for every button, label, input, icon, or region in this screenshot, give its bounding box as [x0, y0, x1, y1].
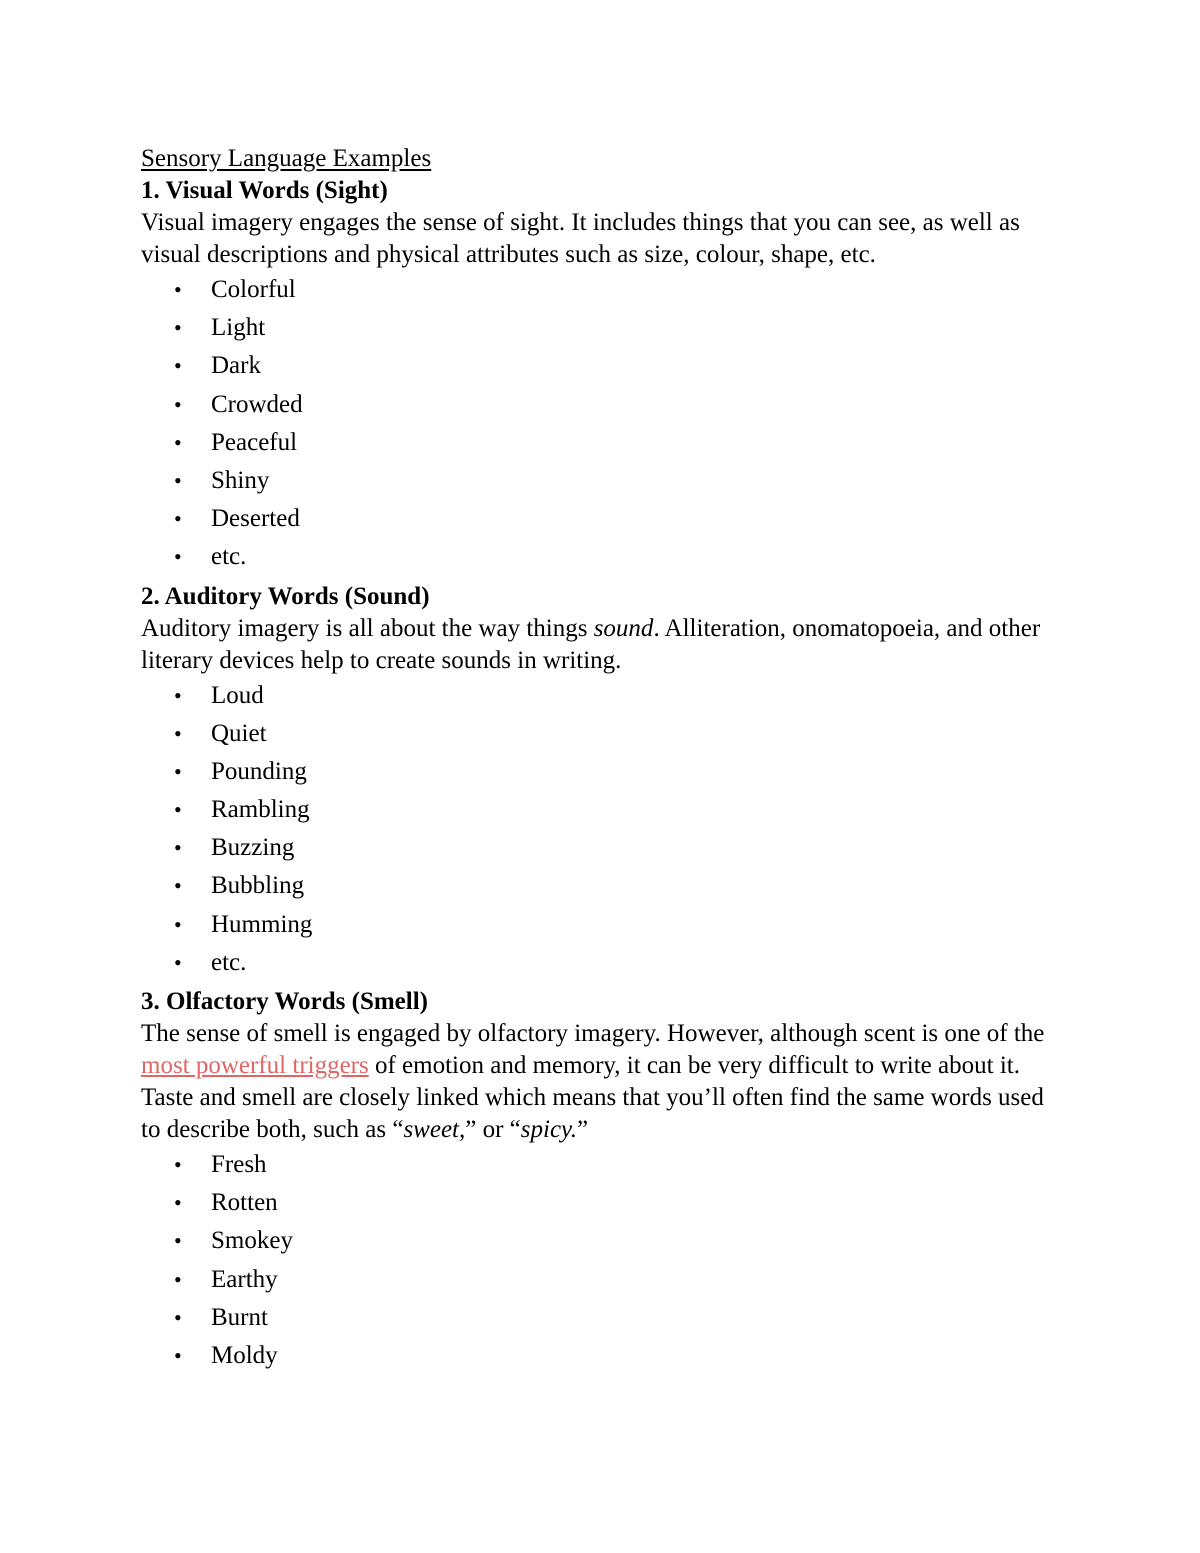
- bullet-icon: •: [174, 429, 182, 455]
- bullet-icon: •: [174, 835, 182, 861]
- section-auditory: [141, 581, 1051, 987]
- section-heading: 1. Visual Words (Sight): [141, 177, 388, 204]
- bullet-icon: •: [174, 797, 182, 823]
- list-item-label: etc.: [211, 543, 247, 571]
- list-item: [141, 1341, 1051, 1379]
- list-item: [141, 351, 1051, 389]
- list-item-label: Light: [211, 314, 266, 342]
- paragraph-text: ” or “: [465, 1116, 521, 1143]
- list-item: [141, 719, 1051, 757]
- section-paragraph: [141, 613, 1051, 677]
- list-item-label: Moldy: [211, 1341, 278, 1369]
- list-item: [141, 275, 1051, 313]
- bullet-icon: •: [174, 315, 182, 341]
- section-paragraph: Visual imagery engages the sense of sight. It includes things that you can see, as well as visual descriptions and physical attributes such as size, colour, shape, etc.: [141, 209, 1020, 268]
- list-item-label: Dark: [211, 352, 261, 380]
- bullet-icon: •: [174, 758, 182, 784]
- paragraph-text: The sense of smell is engaged by olfactory imagery. However, although scent is one of the: [141, 1020, 1045, 1047]
- bullet-icon: •: [174, 1190, 182, 1216]
- italic-text: sweet,: [403, 1116, 466, 1143]
- list-item-label: Smokey: [211, 1227, 293, 1255]
- section-visual: [141, 175, 1051, 581]
- bullet-icon: •: [174, 506, 182, 532]
- list-item: [141, 428, 1051, 466]
- list-item-label: Bubbling: [211, 872, 305, 900]
- paragraph-text: . Alliteration, onomatopoeia, and other literary devices help to create sounds in writing.: [141, 614, 1041, 674]
- bullet-icon: •: [174, 1342, 182, 1368]
- document-title: Sensory Language Examples: [141, 145, 432, 172]
- list-item-label: Crowded: [211, 390, 303, 418]
- list-item: [141, 871, 1051, 909]
- bullet-icon: •: [174, 277, 182, 302]
- bullet-icon: •: [174, 1304, 182, 1330]
- list-item: [141, 1226, 1051, 1264]
- list-item: [141, 1150, 1051, 1188]
- bullet-icon: •: [174, 467, 182, 493]
- list-item: [141, 1188, 1051, 1226]
- list-item: [141, 313, 1051, 351]
- most-powerful-triggers-link[interactable]: most powerful triggers: [141, 1052, 369, 1079]
- list-item: [141, 757, 1051, 795]
- paragraph-text: Auditory imagery is all about the way things: [141, 614, 594, 642]
- list-item: [141, 504, 1051, 542]
- list-item-label: Loud: [211, 681, 264, 709]
- section-paragraph: [141, 1082, 1051, 1146]
- list-item-label: Peaceful: [211, 428, 298, 456]
- document-page: [141, 143, 1051, 1379]
- bullet-icon: •: [174, 391, 182, 417]
- section-heading: 3. Olfactory Words (Smell): [141, 988, 428, 1015]
- list-item: [141, 1303, 1051, 1341]
- list-item: [141, 681, 1051, 719]
- italic-text: spicy.: [520, 1116, 578, 1143]
- section-heading: 2. Auditory Words (Sound): [141, 582, 430, 610]
- bullet-icon: •: [174, 873, 182, 899]
- bullet-icon: •: [174, 353, 182, 379]
- bullet-icon: •: [174, 949, 182, 975]
- list-item: [141, 833, 1051, 871]
- list-item-label: Quiet: [211, 719, 267, 747]
- paragraph-text: of emotion and memory, it can be very difficult to write about it.: [368, 1052, 1020, 1079]
- bullet-icon: •: [174, 1152, 182, 1177]
- list-item: [141, 948, 1051, 986]
- paragraph-text: Taste and smell are closely linked which means that you’ll often find the same words used to describe both, such as “: [141, 1084, 1044, 1143]
- list-item-label: Rambling: [211, 796, 310, 824]
- list-item-label: Colorful: [211, 276, 296, 303]
- list-item-label: Earthy: [211, 1265, 278, 1293]
- list-item-label: Pounding: [211, 757, 307, 785]
- list-item: [141, 1265, 1051, 1303]
- list-item-label: Humming: [211, 910, 313, 938]
- list-item-label: Rotten: [211, 1189, 278, 1217]
- list-item: [141, 542, 1051, 580]
- bullet-icon: •: [174, 720, 182, 746]
- bullet-icon: •: [174, 1228, 182, 1254]
- list-item-label: Burnt: [211, 1303, 268, 1331]
- bullet-icon: •: [174, 911, 182, 937]
- bullet-list: [141, 681, 1051, 987]
- section-olfactory: [141, 986, 1051, 1379]
- list-item-label: Shiny: [211, 466, 270, 494]
- bullet-icon: •: [174, 682, 182, 708]
- list-item-label: etc.: [211, 948, 247, 976]
- list-item: [141, 390, 1051, 428]
- bullet-list: [141, 1150, 1051, 1379]
- list-item: [141, 795, 1051, 833]
- list-item-label: Fresh: [211, 1151, 267, 1178]
- section-paragraph: [141, 1018, 1051, 1082]
- list-item-label: Buzzing: [211, 834, 295, 862]
- bullet-icon: •: [174, 1266, 182, 1292]
- italic-text: sound: [593, 614, 654, 642]
- list-item: [141, 910, 1051, 948]
- bullet-list: [141, 275, 1051, 581]
- list-item-label: Deserted: [211, 505, 300, 533]
- list-item: [141, 466, 1051, 504]
- paragraph-text: ”: [577, 1116, 589, 1143]
- bullet-icon: •: [174, 544, 182, 570]
